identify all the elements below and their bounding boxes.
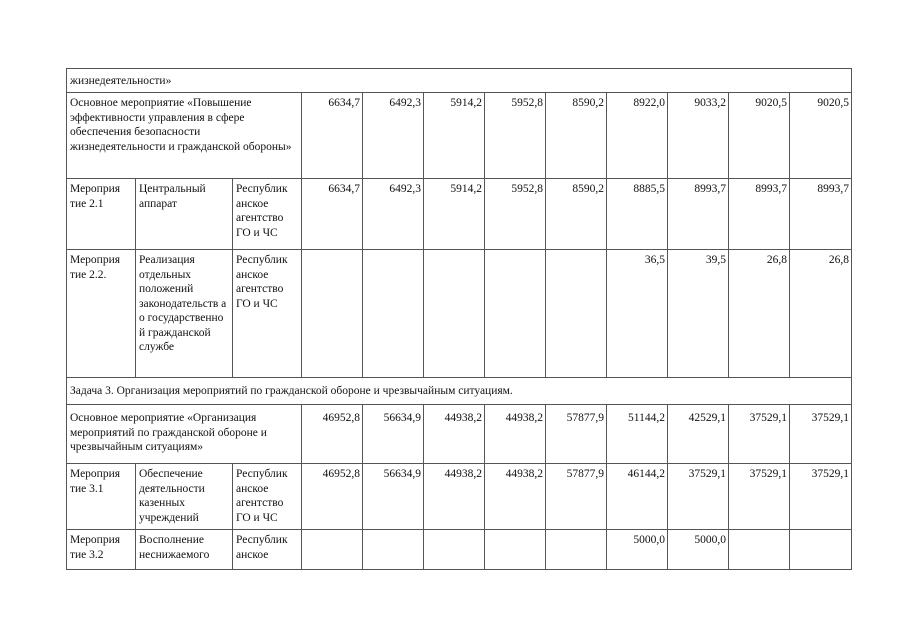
- value-cell: 37529,1: [668, 464, 729, 530]
- activity-code: Мероприя тие 2.1: [67, 179, 136, 250]
- value-cell: 37529,1: [729, 464, 790, 530]
- main-activity-label: Основное мероприятие «Повышение эффективности управления в сфере обеспечения безопасности жизнедеятельности и гражданской обороны»: [67, 93, 302, 179]
- value-cell: 5914,2: [424, 93, 485, 179]
- value-cell: 44938,2: [485, 464, 546, 530]
- main-activity-row-2: [67, 405, 852, 464]
- value-cell: 6634,7: [302, 93, 363, 179]
- value-cell: [363, 530, 424, 570]
- value-cell: 46952,8: [302, 405, 363, 464]
- activity-name: Обеспечение деятельности казенных учреждений: [136, 464, 233, 530]
- activity-executor: Республик анское: [233, 530, 302, 570]
- value-cell: 36,5: [607, 250, 668, 378]
- value-cell: 39,5: [668, 250, 729, 378]
- value-cell: 6492,3: [363, 93, 424, 179]
- value-cell: 8590,2: [546, 179, 607, 250]
- main-activity-label: Основное мероприятие «Организация мероприятий по гражданской обороне и чрезвычайным ситуациям»: [67, 405, 302, 464]
- activity-name: Реализация отдельных положений законодательств а о государственно й гражданской службе: [136, 250, 233, 378]
- activity-executor: Республик анское агентство ГО и ЧС: [233, 179, 302, 250]
- continuation-text: жизнедеятельности»: [67, 69, 852, 93]
- value-cell: [302, 530, 363, 570]
- activity-row-2-1: [67, 179, 852, 250]
- value-cell: 51144,2: [607, 405, 668, 464]
- activity-row-3-1: [67, 464, 852, 530]
- value-cell: 5000,0: [607, 530, 668, 570]
- value-cell: 44938,2: [424, 405, 485, 464]
- value-cell: 8993,7: [729, 179, 790, 250]
- value-cell: 57877,9: [546, 405, 607, 464]
- activity-code: Мероприя тие 2.2.: [67, 250, 136, 378]
- value-cell: 8885,5: [607, 179, 668, 250]
- value-cell: [546, 250, 607, 378]
- value-cell: [485, 530, 546, 570]
- value-cell: [424, 530, 485, 570]
- value-cell: 8922,0: [607, 93, 668, 179]
- value-cell: 44938,2: [485, 405, 546, 464]
- value-cell: [790, 530, 852, 570]
- value-cell: 56634,9: [363, 464, 424, 530]
- value-cell: [729, 530, 790, 570]
- value-cell: 42529,1: [668, 405, 729, 464]
- activity-row-2-2: [67, 250, 852, 378]
- value-cell: [546, 530, 607, 570]
- activity-code: Мероприя тие 3.1: [67, 464, 136, 530]
- value-cell: 44938,2: [424, 464, 485, 530]
- task-heading: Задача 3. Организация мероприятий по гражданской обороне и чрезвычайным ситуациям.: [67, 378, 852, 405]
- value-cell: [363, 250, 424, 378]
- value-cell: 8993,7: [668, 179, 729, 250]
- value-cell: 5952,8: [485, 179, 546, 250]
- value-cell: 9020,5: [790, 93, 852, 179]
- activity-executor: Республик анское агентство ГО и ЧС: [233, 464, 302, 530]
- value-cell: [424, 250, 485, 378]
- activity-row-3-2: [67, 530, 852, 570]
- value-cell: 46952,8: [302, 464, 363, 530]
- value-cell: 37529,1: [790, 464, 852, 530]
- value-cell: 8590,2: [546, 93, 607, 179]
- value-cell: 6492,3: [363, 179, 424, 250]
- value-cell: [302, 250, 363, 378]
- activity-executor: Республик анское агентство ГО и ЧС: [233, 250, 302, 378]
- value-cell: 5952,8: [485, 93, 546, 179]
- value-cell: 26,8: [790, 250, 852, 378]
- task-row: [67, 378, 852, 405]
- value-cell: 5914,2: [424, 179, 485, 250]
- activity-code: Мероприя тие 3.2: [67, 530, 136, 570]
- value-cell: 46144,2: [607, 464, 668, 530]
- value-cell: 57877,9: [546, 464, 607, 530]
- continuation-row: [67, 69, 852, 93]
- main-activity-row-1: [67, 93, 852, 179]
- budget-table: [66, 68, 852, 570]
- value-cell: 8993,7: [790, 179, 852, 250]
- value-cell: 56634,9: [363, 405, 424, 464]
- value-cell: 9033,2: [668, 93, 729, 179]
- value-cell: 6634,7: [302, 179, 363, 250]
- value-cell: [485, 250, 546, 378]
- value-cell: 37529,1: [790, 405, 852, 464]
- value-cell: 37529,1: [729, 405, 790, 464]
- value-cell: 26,8: [729, 250, 790, 378]
- activity-name: Восполнение неснижаемого: [136, 530, 233, 570]
- value-cell: 5000,0: [668, 530, 729, 570]
- value-cell: 9020,5: [729, 93, 790, 179]
- activity-name: Центральный аппарат: [136, 179, 233, 250]
